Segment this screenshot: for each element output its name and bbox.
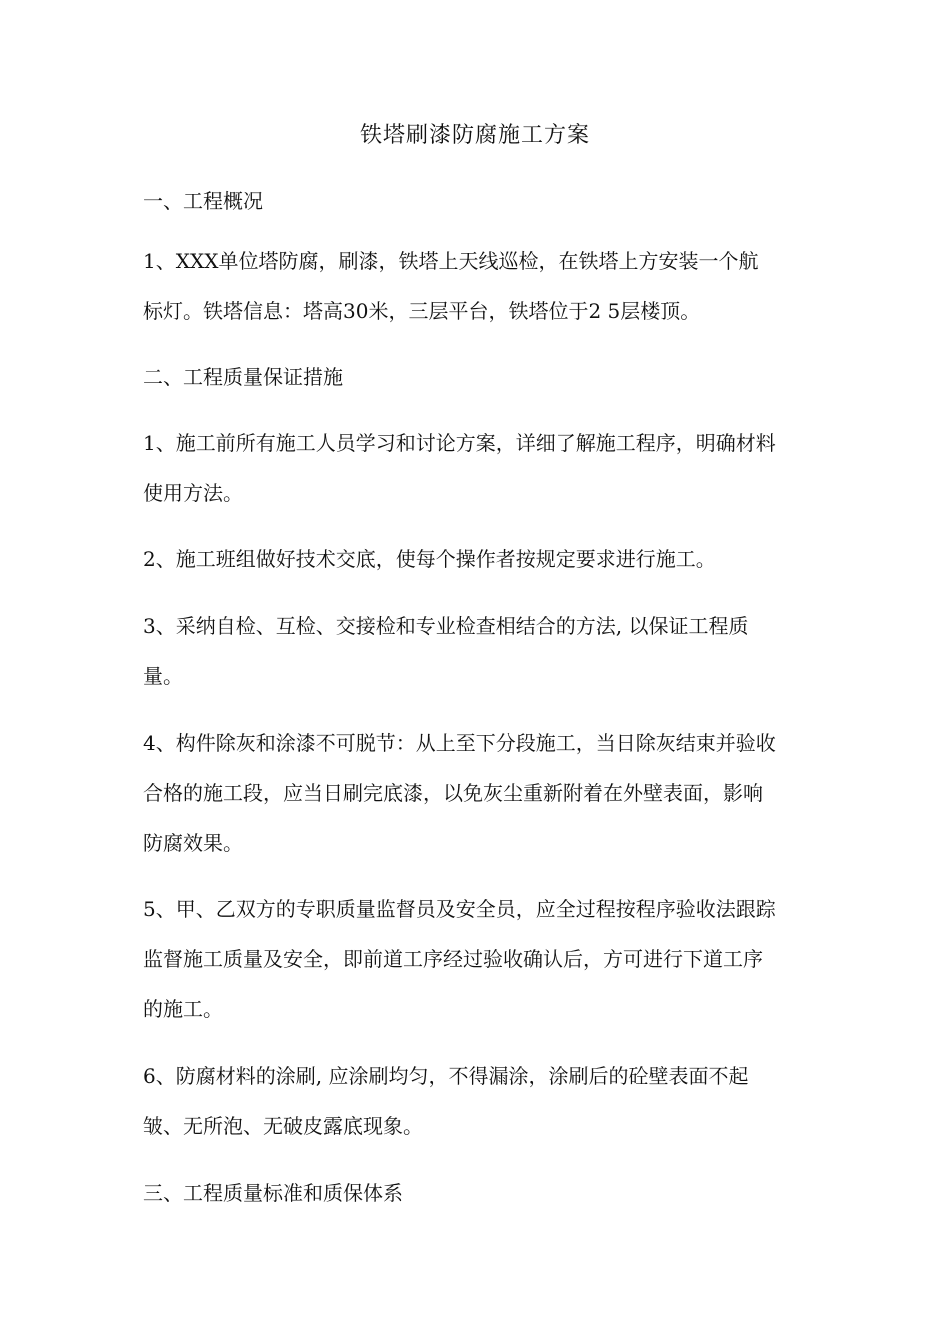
list-item-3	[143, 601, 815, 701]
text-line: 量。	[143, 664, 183, 688]
list-item-5	[143, 884, 815, 1034]
text-line: 3、采纳自检、互检、交接检和专业检查相结合的方法, 以保证工程质	[143, 614, 749, 638]
list-item-1	[143, 418, 815, 518]
text-line: 防腐效果。	[143, 831, 243, 855]
section-heading-quality-standards: 三、工程质量标准和质保体系	[143, 1181, 403, 1205]
document-title: 铁塔刷漆防腐施工方案	[359, 123, 590, 148]
section-heading-overview: 一、工程概况	[143, 189, 263, 213]
section-heading-quality-measures: 二、工程质量保证措施	[143, 365, 343, 389]
list-item-2	[143, 534, 815, 584]
text-line: 标灯。铁塔信息：塔高30米，三层平台，铁塔位于2 5层楼顶。	[143, 299, 701, 323]
paragraph-overview-1	[143, 236, 815, 336]
text-line: 6、防腐材料的涂刷, 应涂刷均匀，不得漏涂，涂刷后的砼壁表面不起	[143, 1064, 749, 1088]
text-line: 皱、无所泡、无破皮露底现象。	[143, 1114, 423, 1138]
text-line: 4、构件除灰和涂漆不可脱节：从上至下分段施工，当日除灰结束并验收	[143, 731, 776, 755]
text-line: 1、施工前所有施工人员学习和讨论方案，详细了解施工程序，明确材料	[143, 431, 776, 455]
text-line: 1、XXX单位塔防腐，刷漆，铁塔上天线巡检，在铁塔上方安装一个航	[143, 249, 759, 273]
text-line: 使用方法。	[143, 481, 243, 505]
text-line: 合格的施工段，应当日刷完底漆，以免灰尘重新附着在外壁表面，影响	[143, 781, 763, 805]
text-line: 监督施工质量及安全，即前道工序经过验收确认后，方可进行下道工序	[143, 947, 763, 971]
list-item-4	[143, 718, 815, 868]
text-line: 的施工。	[143, 997, 223, 1021]
text-line: 5、甲、乙双方的专职质量监督员及安全员，应全过程按程序验收法跟踪	[143, 897, 776, 921]
text-line: 2、施工班组做好技术交底，使每个操作者按规定要求进行施工。	[143, 547, 716, 571]
list-item-6	[143, 1051, 815, 1151]
